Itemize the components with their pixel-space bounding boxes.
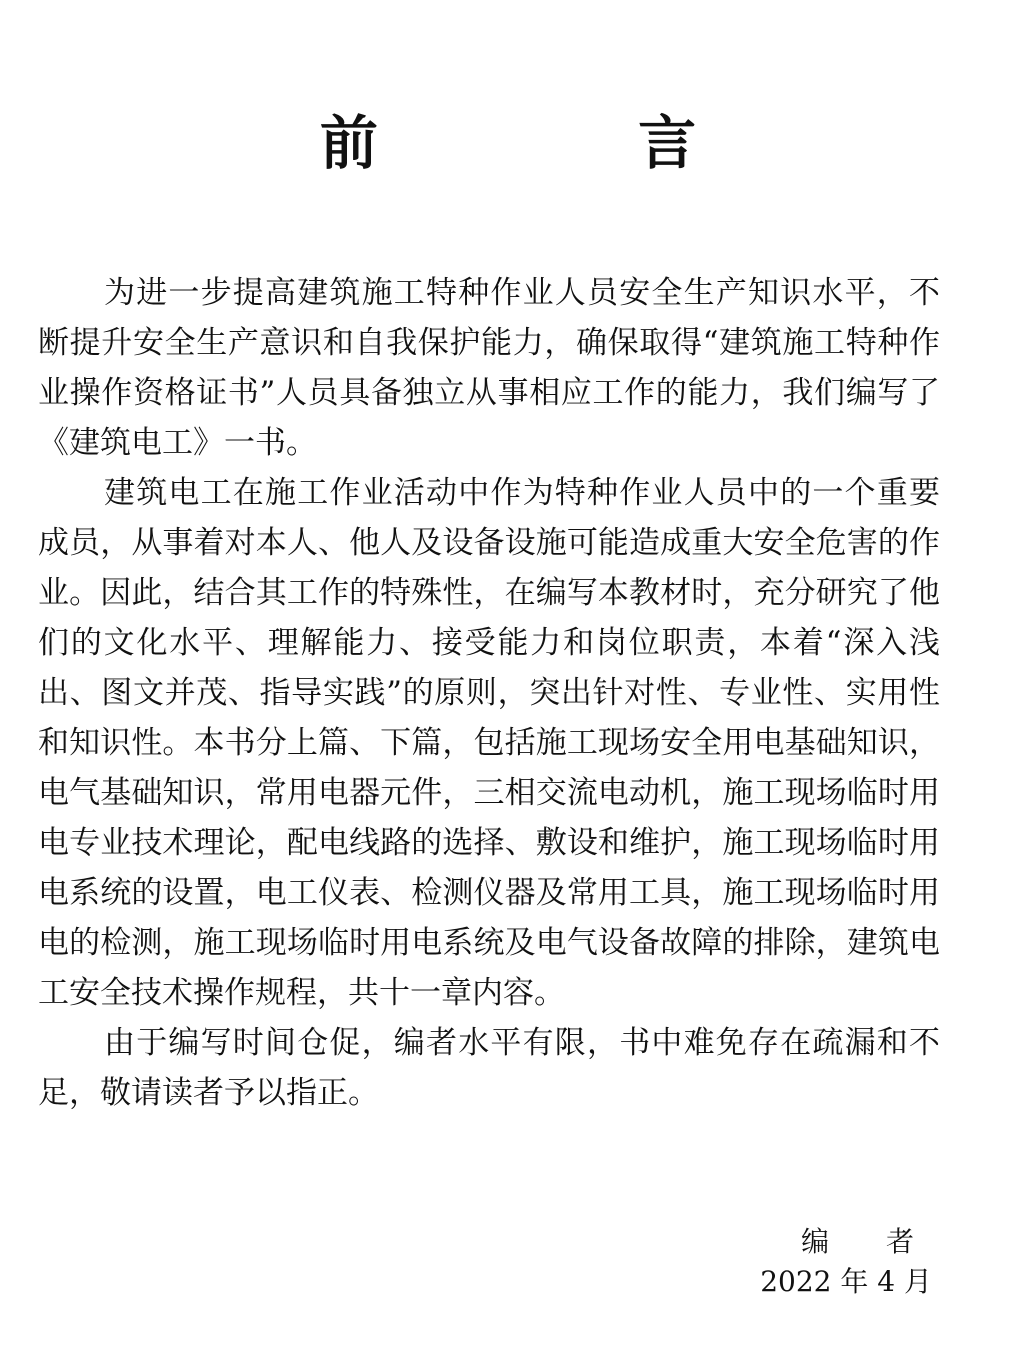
signature-author: 编 者 bbox=[801, 1225, 938, 1258]
preface-body bbox=[38, 268, 940, 1118]
page-title: 前 言 bbox=[319, 109, 817, 177]
paragraph-2: 建筑电工在施工作业活动中作为特种作业人员中的一个重要成员，从事着对本人、他人及设备设施可能造成重大安全危害的作业。因此，结合其工作的特殊性，在编写本教材时，充分研究了他们的文化水平、理解能力、接受能力和岗位职责，本着“深入浅出、图文并茂、指导实践”的原则，突出针对性、专业性、实用性和知识性。本书分上篇、下篇，包括施工现场安全用电基础知识，电气基础知识，常用电器元件，三相交流电动机，施工现场临时用电专业技术理论，配电线路的选择、敷设和维护，施工现场临时用电系统的设置，电工仪表、检测仪器及常用工具，施工现场临时用电的检测，施工现场临时用电系统及电气设备故障的排除，建筑电工安全技术操作规程，共十一章内容。 bbox=[38, 475, 940, 1011]
paragraph-3: 由于编写时间仓促，编者水平有限，书中难免存在疏漏和不足，敬请读者予以指正。 bbox=[38, 1025, 940, 1111]
paragraph-1: 为进一步提高建筑施工特种作业人员安全生产知识水平，不断提升安全生产意识和自我保护能力，确保取得“建筑施工特种作业操作资格证书”人员具备独立从事相应工作的能力，我们编写了《建筑电工》一书。 bbox=[38, 275, 940, 461]
signature-block bbox=[760, 1222, 938, 1302]
signature-date: 2022 年 4 月 bbox=[760, 1265, 932, 1298]
